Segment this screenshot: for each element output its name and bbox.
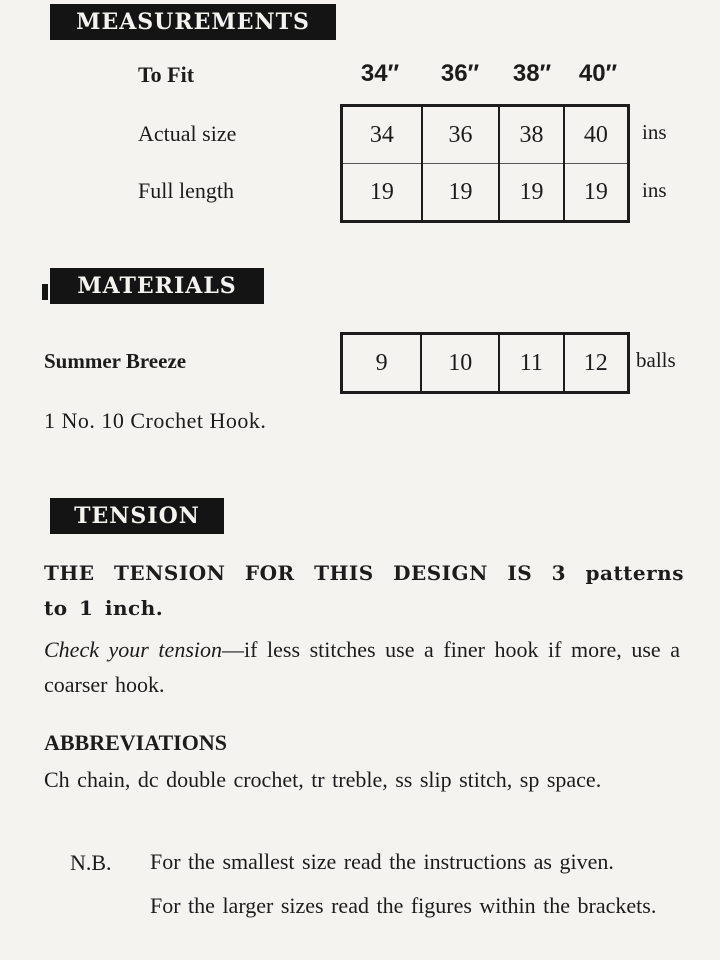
actual-size-unit: ins (642, 120, 667, 144)
table-cell: 10 (421, 334, 499, 393)
table-cell: 12 (564, 334, 629, 393)
yarn-unit: balls (636, 348, 676, 372)
table-cell: 11 (499, 334, 563, 393)
table-cell: 34 (342, 106, 422, 164)
tension-check-italic: Check your tension (44, 637, 222, 662)
table-cell: 9 (342, 334, 422, 393)
tension-statement-line1: THE TENSION FOR THIS DESIGN IS 3 patterns (44, 561, 684, 585)
abbreviations-heading: ABBREVIATIONS (44, 730, 227, 755)
full-length-unit: ins (642, 178, 667, 202)
materials-table (340, 332, 630, 394)
table-cell: 40 (564, 106, 629, 164)
hook-text: 1 No. 10 Crochet Hook. (44, 408, 267, 433)
full-length-label: Full length (138, 178, 234, 203)
nb-line-larger: For the larger sizes read the figures within the brackets. (150, 893, 657, 918)
materials-heading: MATERIALS (50, 268, 264, 304)
table-cell: 36 (422, 106, 500, 164)
table-row (342, 106, 629, 164)
nb-instructions (150, 850, 670, 918)
tension-heading: TENSION (50, 498, 224, 534)
table-cell: 19 (342, 164, 422, 222)
table-cell: 19 (564, 164, 629, 222)
size-heading-40: 40″ (578, 60, 618, 87)
abbreviations-text: Ch chain, dc double crochet, tr treble, ss slip stitch, sp space. (44, 767, 602, 792)
tension-check-rest: —if less stitches use a finer hook if more, use a coarser hook. (44, 637, 680, 697)
yarn-label: Summer Breeze (44, 349, 187, 373)
nb-line-smallest: For the smallest size read the instructions as given. (150, 849, 614, 874)
size-heading-36: 36″ (440, 60, 480, 87)
size-heading-34: 34″ (360, 60, 400, 87)
table-row (342, 164, 629, 222)
table-cell: 19 (499, 164, 563, 222)
nb-label: N.B. (70, 850, 112, 875)
tension-check (44, 632, 680, 702)
measurements-table (340, 104, 630, 223)
table-row (342, 334, 629, 393)
measurements-heading: MEASUREMENTS (50, 4, 336, 40)
to-fit-label: To Fit (138, 62, 195, 87)
table-cell: 19 (422, 164, 500, 222)
tension-statement-line2: to 1 inch. (44, 596, 164, 620)
margin-mark (42, 284, 48, 300)
table-cell: 38 (499, 106, 563, 164)
actual-size-label: Actual size (138, 121, 237, 146)
tension-statement (44, 556, 684, 626)
size-heading-38: 38″ (512, 60, 552, 87)
